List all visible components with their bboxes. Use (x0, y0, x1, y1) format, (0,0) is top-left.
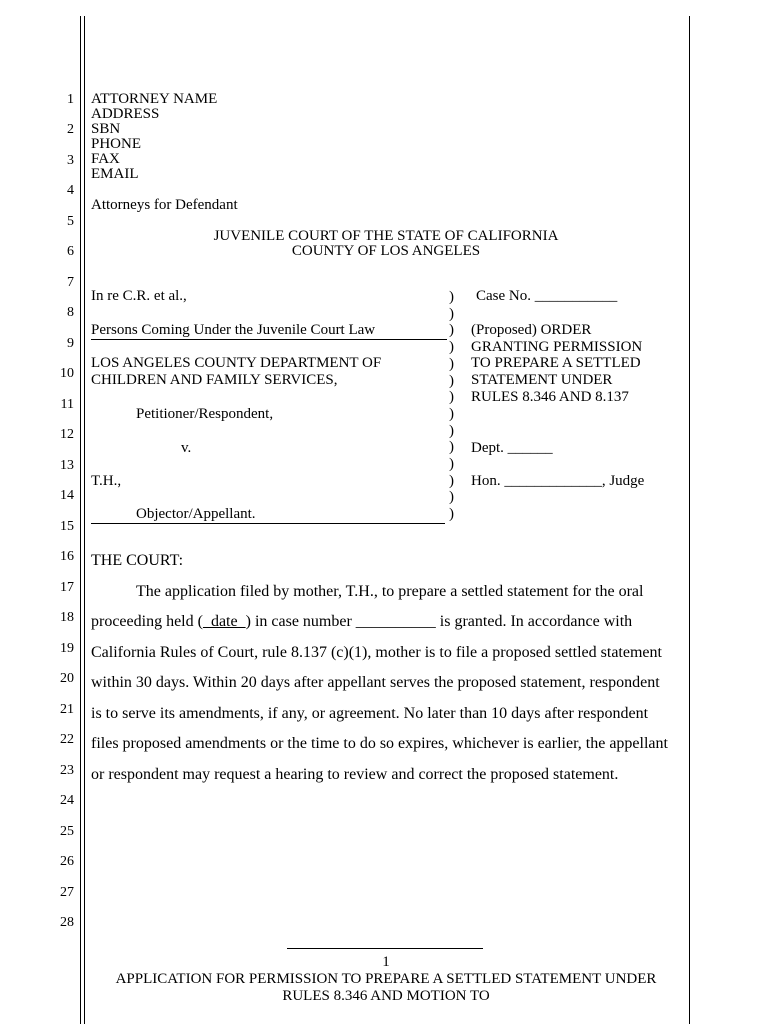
date-blank: date (202, 613, 246, 630)
body-text: ) in case number __________ is granted. In accordance with (245, 613, 633, 630)
caption-appellant-name: T.H., (91, 473, 122, 489)
line-number: 26 (60, 854, 74, 869)
caption-versus: v. (181, 440, 192, 456)
right-margin-rule (689, 16, 690, 1024)
document-title-line1: (Proposed) ORDER (471, 322, 592, 338)
body-text: proceeding held ( (91, 613, 203, 630)
line-number: 8 (67, 305, 74, 320)
caption-persons: Persons Coming Under the Juvenile Court Law (91, 322, 376, 338)
attorney-role: Attorneys for Defendant (91, 197, 238, 213)
body-line: The application filed by mother, T.H., to prepare a settled statement for the oral (136, 583, 644, 600)
judge-field: Hon. _____________, Judge (471, 473, 645, 489)
caption-objector-underline (91, 523, 445, 524)
caption-persons-underline (91, 339, 447, 340)
document-title-line5: RULES 8.346 AND 8.137 (471, 389, 629, 405)
line-number: 1 (67, 92, 74, 107)
footer-title-line2: RULES 8.346 AND MOTION TO (282, 988, 490, 1004)
body-heading: THE COURT: (91, 552, 184, 569)
caption-in-re: In re C.R. et al., (91, 288, 187, 304)
line-number: 21 (60, 702, 74, 717)
line-number: 23 (60, 763, 74, 778)
line-number: 22 (60, 732, 74, 747)
left-margin-rule-inner (84, 16, 85, 1024)
line-number: 12 (60, 427, 74, 442)
document-title-line2: GRANTING PERMISSION (471, 339, 643, 355)
body-line: files proposed amendments or the time to do so expires, whichever is earlier, the appellant (91, 735, 668, 752)
attorney-address: ADDRESS (91, 106, 160, 122)
footer-title-line1: APPLICATION FOR PERMISSION TO PREPARE A SETTLED STATEMENT UNDER (115, 971, 657, 987)
line-number: 10 (60, 366, 74, 381)
line-number: 3 (67, 153, 74, 168)
attorney-name: ATTORNEY NAME (91, 91, 218, 107)
page-number: 1 (382, 954, 390, 970)
court-title-line1: JUVENILE COURT OF THE STATE OF CALIFORNIA (213, 228, 559, 244)
line-number: 11 (60, 397, 74, 412)
line-number: 5 (67, 214, 74, 229)
document-title-line3: TO PREPARE A SETTLED (471, 355, 641, 371)
caption-petitioner: Petitioner/Respondent, (136, 406, 274, 422)
line-number: 17 (60, 580, 74, 595)
case-number: Case No. ___________ (476, 288, 618, 304)
line-number: 18 (60, 610, 74, 625)
document-title-line4: STATEMENT UNDER (471, 372, 613, 388)
body-line: within 30 days. Within 20 days after appellant serves the proposed statement, respondent (91, 674, 660, 691)
court-title-line2: COUNTY OF LOS ANGELES (291, 243, 481, 259)
attorney-sbn: SBN (91, 121, 121, 137)
attorney-fax: FAX (91, 151, 120, 167)
body-line: is to serve its amendments, if any, or agreement. No later than 10 days after respondent (91, 705, 649, 722)
caption-department-line2: CHILDREN AND FAMILY SERVICES, (91, 372, 338, 388)
footer-rule (287, 948, 483, 949)
line-number: 27 (60, 885, 74, 900)
line-number: 4 (67, 183, 74, 198)
caption-objector: Objector/Appellant. (136, 506, 256, 522)
line-number: 19 (60, 641, 74, 656)
line-number: 14 (60, 488, 74, 503)
attorney-phone: PHONE (91, 136, 142, 152)
line-number: 28 (60, 915, 74, 930)
left-margin-rule-outer (80, 16, 81, 1024)
caption-parenthesis-column: ) ) ) ) ) ) ) ) ) ) ) ) ) ) (449, 289, 454, 523)
body-line: or respondent may request a hearing to review and correct the proposed statement. (91, 766, 619, 783)
body-line: California Rules of Court, rule 8.137 (c)(1), mother is to file a proposed settled statement (91, 644, 662, 661)
line-number: 25 (60, 824, 74, 839)
line-number: 2 (67, 122, 74, 137)
line-number: 15 (60, 519, 74, 534)
line-number: 24 (60, 793, 74, 808)
line-number: 6 (67, 244, 74, 259)
line-number: 9 (67, 336, 74, 351)
department-field: Dept. ______ (471, 440, 553, 456)
line-number: 13 (60, 458, 74, 473)
attorney-email: EMAIL (91, 166, 139, 182)
line-number: 7 (67, 275, 74, 290)
line-number: 20 (60, 671, 74, 686)
line-number: 16 (60, 549, 74, 564)
body-line (91, 607, 632, 638)
caption-department-line1: LOS ANGELES COUNTY DEPARTMENT OF (91, 355, 382, 371)
